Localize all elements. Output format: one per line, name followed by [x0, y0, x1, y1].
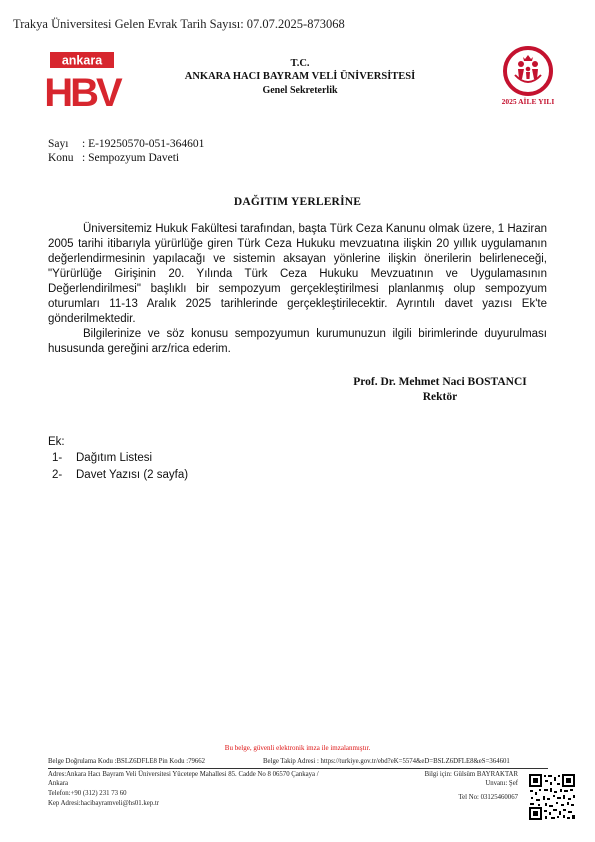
body-paragraph-1: Üniversitemiz Hukuk Fakültesi tarafından, başta Türk Ceza Kanunu olmak üzere, 1 Haziran 2005 tarihi itibarıyla yürürlüğe giren Türk Ceza Hukuku mevzuatına ilişkin 20 yıllık uygulamanın değerlendirmesinin yapılacağı ve sistemin aksayan yönlerine ilişkin önerilerin belirleneceği, "Yürürlüğe Girişinin 20. Yılında Türk Ceza Hukuku Mevzuatının ve Uygulamasının Değerlendirilmesi" başlıklı bir sempozyum gerçekleştirilmesi planlanmış olup sempozyum oturumları 11-13 Aralık 2025 tarihlerinde gerçekleştirilecektir. Ayrıntılı davet yazısı Ek'te gönderilmektedir.	[48, 223, 547, 325]
contact-title: Unvanı: Şef	[485, 780, 518, 787]
konu-value: : Sempozyum Daveti	[82, 152, 180, 164]
address-line-2: Ankara	[48, 780, 69, 787]
document-title: DAĞITIM YERLERİNE	[233, 196, 362, 208]
contact-person: Bilgi için: Gülsüm BAYRAKTAR	[424, 771, 518, 778]
incoming-document-stamp: Trakya Üniversitesi Gelen Evrak Tarih Sayısı: 07.07.2025-873068	[13, 17, 345, 31]
attachment-text: Davet Yazısı (2 sayfa)	[76, 469, 189, 481]
sayi-value: : E-19250570-051-364601	[82, 138, 205, 150]
tracking-address[interactable]: Belge Takip Adresi : https://turkiye.gov.tr/ebd?eK=5574&eD=BSLZ6DFLE8&eS=364601	[263, 758, 510, 765]
sayi-label: Sayı	[48, 138, 69, 150]
footer-divider	[48, 768, 548, 769]
ankara-hbv-logo	[44, 52, 120, 115]
header-tc: T.C.	[290, 58, 310, 69]
signatory-name: Prof. Dr. Mehmet Naci BOSTANCI	[353, 376, 527, 388]
attachment-num: 1-	[52, 452, 63, 464]
aile-yili-caption: 2025 AİLE YILI	[501, 97, 555, 106]
attachment-text: Dağıtım Listesi	[76, 452, 153, 464]
qr-code-icon	[528, 773, 576, 821]
attachment-num: 2-	[52, 469, 63, 481]
meta-sayi	[48, 138, 204, 150]
attachment-item	[52, 469, 188, 481]
kep-address: Kep Adresi:hacibayramveli@hs01.kep.tr	[48, 800, 160, 807]
attachments-label: Ek:	[48, 436, 65, 448]
logo-text-hbv: HBV	[44, 71, 120, 115]
verification-code: Belge Doğrulama Kodu :BSLZ6DFLE8 Pin Kodu :79662	[48, 758, 206, 765]
attachment-item	[52, 452, 152, 464]
contact-phone: Tel No: 03125460067	[458, 794, 518, 801]
address-line-1: Adres:Ankara Hacı Bayram Veli Üniversitesi Yücetepe Mahallesi 85. Cadde No 8 06570 Çankaya /	[48, 771, 319, 778]
logo-text-ankara: ankara	[61, 53, 103, 68]
esign-notice: Bu belge, güvenli elektronik imza ile imzalanmıştır.	[224, 744, 371, 752]
meta-konu	[48, 152, 179, 164]
body-paragraph-2: Bilgilerinize ve söz konusu sempozyumun kurumunuzun ilgili birimlerinde duyurulması hususunda gereğini arz/rica ederim.	[48, 328, 547, 355]
signatory-title: Rektör	[422, 391, 458, 403]
header-department: Genel Sekreterlik	[262, 85, 338, 96]
document-body	[48, 222, 547, 357]
header-university: ANKARA HACI BAYRAM VELİ ÜNİVERSİTESİ	[184, 71, 416, 82]
konu-label: Konu	[48, 152, 74, 164]
phone: Telefon:+90 (312) 231 73 60	[48, 790, 127, 797]
